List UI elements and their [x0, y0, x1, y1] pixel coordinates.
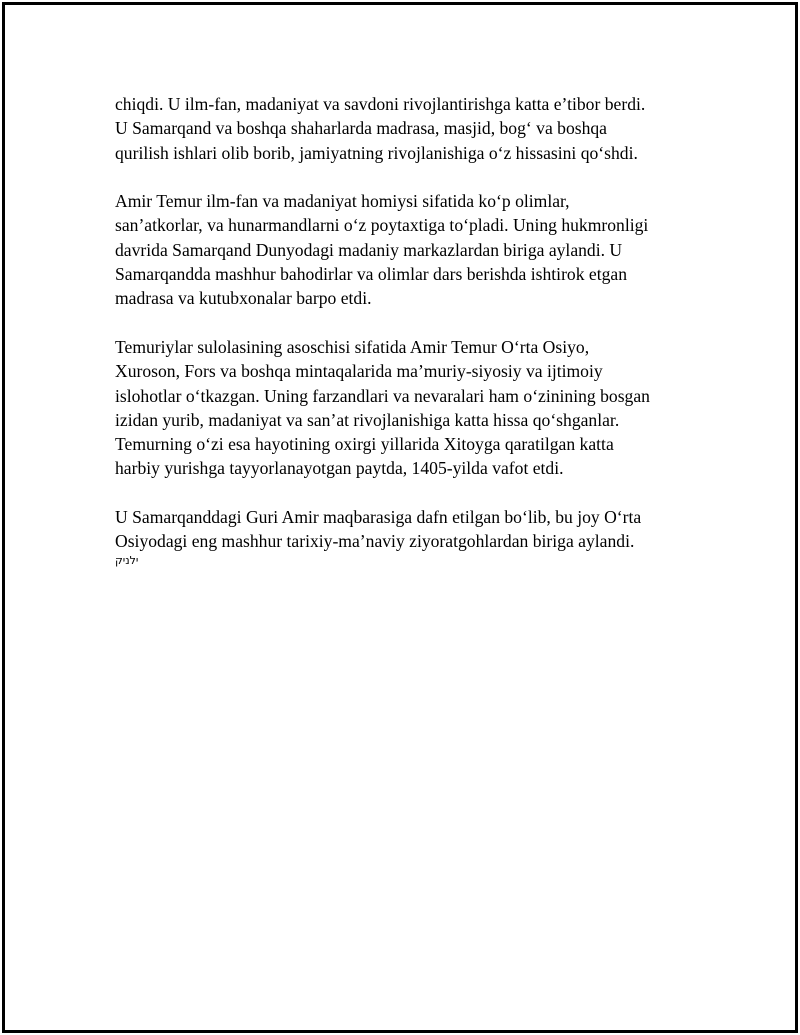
text-line: Amir Temur ilm-fan va madaniyat homiysi sifatida ko‘p olimlar,: [115, 191, 570, 212]
text-line: Temuriylar sulolasining asoschisi sifatida Amir Temur O‘rta Osiyo,: [115, 336, 590, 357]
paragraph-1: [115, 92, 695, 165]
paragraph-4: [115, 505, 695, 554]
text-line: U Samarqand va boshqa shaharlarda madrasa, masjid, bog‘ va boshqa: [115, 118, 607, 139]
text-line: islohotlar o‘tkazgan. Uning farzandlari va nevaralari ham o‘zinining bosgan: [115, 385, 650, 406]
text-line: harbiy yurishga tayyorlanayotgan paytda, 1405-yilda vafot etdi.: [115, 458, 564, 479]
trailing-hebrew-text: ילניק: [115, 553, 139, 567]
text-line: Osiyodagi eng mashhur tarixiy-ma’naviy ziyoratgohlardan biriga aylandi.: [115, 531, 635, 552]
text-line: Samarqandda mashhur bahodirlar va olimlar dars berishda ishtirok etgan: [115, 264, 628, 285]
text-line: U Samarqanddagi Guri Amir maqbarasiga dafn etilgan bo‘lib, bu joy O‘rta: [115, 507, 642, 528]
text-line: Temurning o‘zi esa hayotining oxirgi yillarida Xitoyga qaratilgan katta: [115, 434, 614, 455]
text-line: chiqdi. U ilm-fan, madaniyat va savdoni rivojlantirishga katta e’tibor berdi.: [115, 94, 646, 114]
text-line: davrida Samarqand Dunyodagi madaniy markazlardan biriga aylandi. U: [115, 239, 623, 260]
text-line: Xuroson, Fors va boshqa mintaqalarida ma’muriy-siyosiy va ijtimoiy: [115, 361, 603, 382]
text-line: madrasa va kutubxonalar barpo etdi.: [115, 288, 372, 309]
document-body: [115, 92, 695, 567]
text-line: san’atkorlar, va hunarmandlarni o‘z poytaxtiga to‘pladi. Uning hukmronligi: [115, 215, 649, 236]
text-line: qurilish ishlari olib borib, jamiyatning rivojlanishiga o‘z hissasini qo‘shdi.: [115, 142, 638, 163]
paragraph-3: [115, 335, 695, 481]
text-line: izidan yurib, madaniyat va san’at rivojlanishiga katta hissa qo‘shganlar.: [115, 409, 620, 430]
paragraph-2: [115, 189, 695, 310]
